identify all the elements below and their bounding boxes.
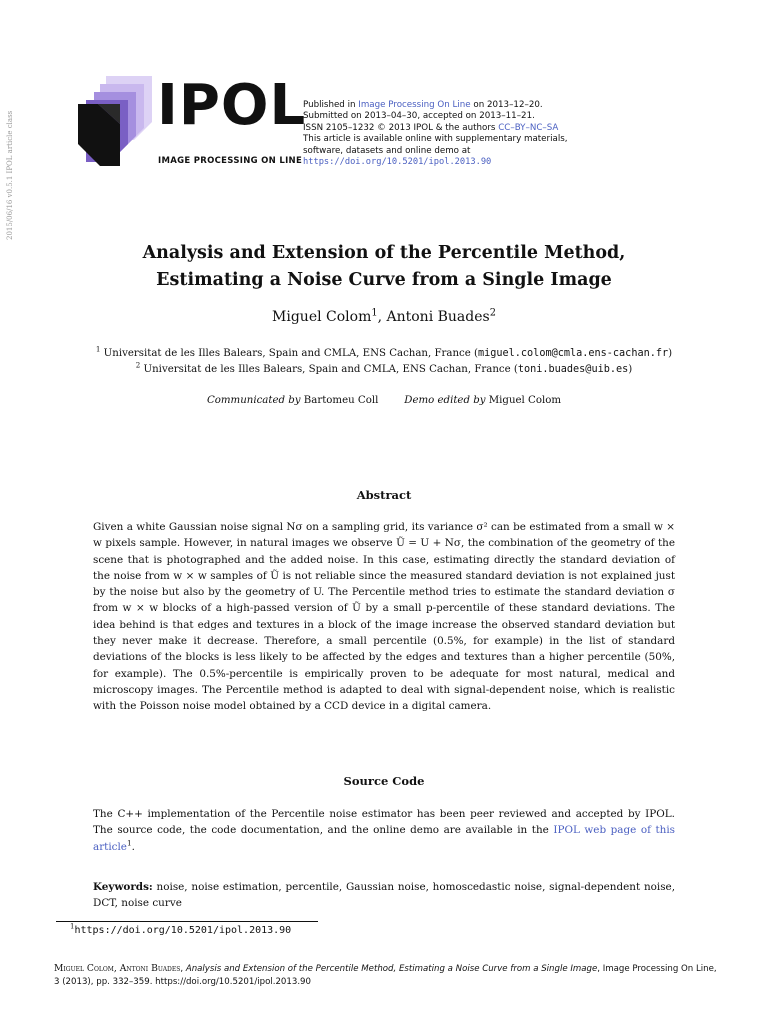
source-code-heading: Source Code: [343, 774, 425, 788]
demo-editor-label: Demo edited by: [404, 395, 486, 406]
author-1-mark: 1: [371, 307, 378, 319]
published-prefix: Published in: [303, 100, 359, 110]
source-code-text: [93, 806, 675, 855]
affiliation-2-mark: 2: [135, 360, 141, 370]
author-list: [0, 309, 768, 325]
keywords-list: noise, noise estimation, percentile, Gaussian noise, homoscedastic noise, signal-dependent noise, DCT, noise curve: [93, 881, 675, 910]
title-line-2: Estimating a Noise Curve from a Single Image: [156, 270, 612, 290]
affiliation-2: [0, 362, 768, 378]
affiliation-2-email[interactable]: toni.buades@uib.es: [517, 364, 629, 375]
published-suffix: on 2013–12–20.: [470, 100, 543, 110]
abstract-heading: Abstract: [356, 488, 412, 502]
keywords-label: Keywords:: [93, 881, 153, 893]
author-1: Miguel Colom: [272, 309, 372, 325]
doi-link[interactable]: https://doi.org/10.5201/ipol.2013.90: [303, 157, 492, 168]
affiliation-1-mark: 1: [95, 344, 101, 354]
issn-copyright: ISSN 2105–1232 © 2013 IPOL & the authors: [303, 122, 499, 133]
affiliation-1-close: ): [668, 348, 673, 359]
availability-line-2: software, datasets and online demo at: [303, 145, 471, 156]
editorial-credits: [0, 395, 768, 406]
side-stamp: [6, 40, 18, 240]
submitted-dates: Submitted on 2013–04–30, accepted on 2013–11–21.: [303, 111, 535, 122]
affiliation-2-close: ): [628, 364, 633, 375]
communicated-label: Communicated by: [206, 395, 301, 406]
abstract-text: Given a white Gaussian noise signal Nσ on a sampling grid, its variance σ² can be estimated from a small w × w pixels sample. However, in natural images we observe Ũ = U + Nσ, the combination of the geometry of the scene that is photographed and the added noise. In this case, estimating directly the standard deviation of the noise from w × w samples of Ũ is not reliable since the measured standard deviation is not explained just by the noise but also by the geometry of U. The Percentile method tries to estimate the standard deviation σ from w × w blocks of a high-passed version of Ũ by a small p-percentile of these standard deviations. The idea behind is that edges and textures in a block of the image increase the observed standard deviation but they never make it decrease. Therefore, a small percentile (0.5%, for example) in the list of standard deviations of the blocks is less likely to be affected by the edges and textures than a higher percentile (50%, for example). The 0.5%-percentile is empirically proven to be adequate for most natural, medical and microscopy images. The Percentile method is adapted to deal with signal-dependent noise, which is realistic with the Poisson noise model obtained by a CCD device in a digital camera.: [93, 521, 675, 713]
side-stamp-text: 2015/06/16 v0.5.1 IPOL article class: [6, 110, 14, 240]
communicated-name: Bartomeu Coll: [300, 395, 379, 406]
source-code-body: The C++ implementation of the Percentile noise estimator has been peer reviewed and accepted by IPOL. The source code, the code documentation, and the online demo are available in the: [93, 808, 675, 837]
affiliation-2-text: Universitat de les Illes Balears, Spain and CMLA, ENS Cachan, France (: [140, 364, 518, 375]
footer-citation: , Image Processing On Line, 3 (2013), pp. 332–359. https://doi.org/10.5201/ipol.2013.90: [54, 964, 717, 987]
footer-sep: ,: [180, 964, 186, 974]
source-code-footnote-mark: 1: [126, 838, 132, 848]
citation-footer: [54, 963, 719, 988]
logo-cubes-icon: [76, 74, 156, 174]
author-separator: ,: [377, 309, 387, 325]
paper-title: [0, 240, 768, 294]
footnote-mark: 1: [70, 922, 75, 931]
footer-authors: Miguel Colom, Antoni Buades: [54, 963, 181, 974]
publication-info: [303, 100, 723, 168]
title-line-1: Analysis and Extension of the Percentile Method,: [142, 243, 626, 263]
footnote-url[interactable]: https://doi.org/10.5201/ipol.2013.90: [74, 925, 292, 936]
author-2: Antoni Buades: [386, 309, 490, 325]
affiliation-1-email[interactable]: miguel.colom@cmla.ens-cachan.fr: [477, 348, 669, 359]
logo-wordmark: IPOL: [157, 73, 307, 138]
footnote-rule: [56, 921, 318, 922]
ipol-article-link[interactable]: IPOL web page of this article: [93, 824, 675, 853]
affiliation-1-text: Universitat de les Illes Balears, Spain and CMLA, ENS Cachan, France (: [100, 348, 478, 359]
affiliation-1: [0, 346, 768, 362]
ipol-logo[interactable]: [76, 73, 307, 174]
logo-subtitle: IMAGE PROCESSING ON LINE: [158, 156, 303, 166]
footer-title: Analysis and Extension of the Percentile Method, Estimating a Noise Curve from a Single Image: [185, 964, 598, 974]
credits-gap: [378, 395, 404, 406]
availability-line-1: This article is available online with supplementary materials,: [303, 134, 568, 145]
author-2-mark: 2: [489, 307, 496, 319]
affiliations: [0, 346, 768, 378]
keywords: [93, 879, 675, 912]
demo-editor-name: Miguel Colom: [485, 395, 562, 406]
source-code-end: .: [131, 840, 135, 853]
journal-link[interactable]: Image Processing On Line: [358, 100, 471, 110]
license-link[interactable]: CC–BY–NC–SA: [498, 122, 559, 133]
footnote: [70, 922, 292, 936]
